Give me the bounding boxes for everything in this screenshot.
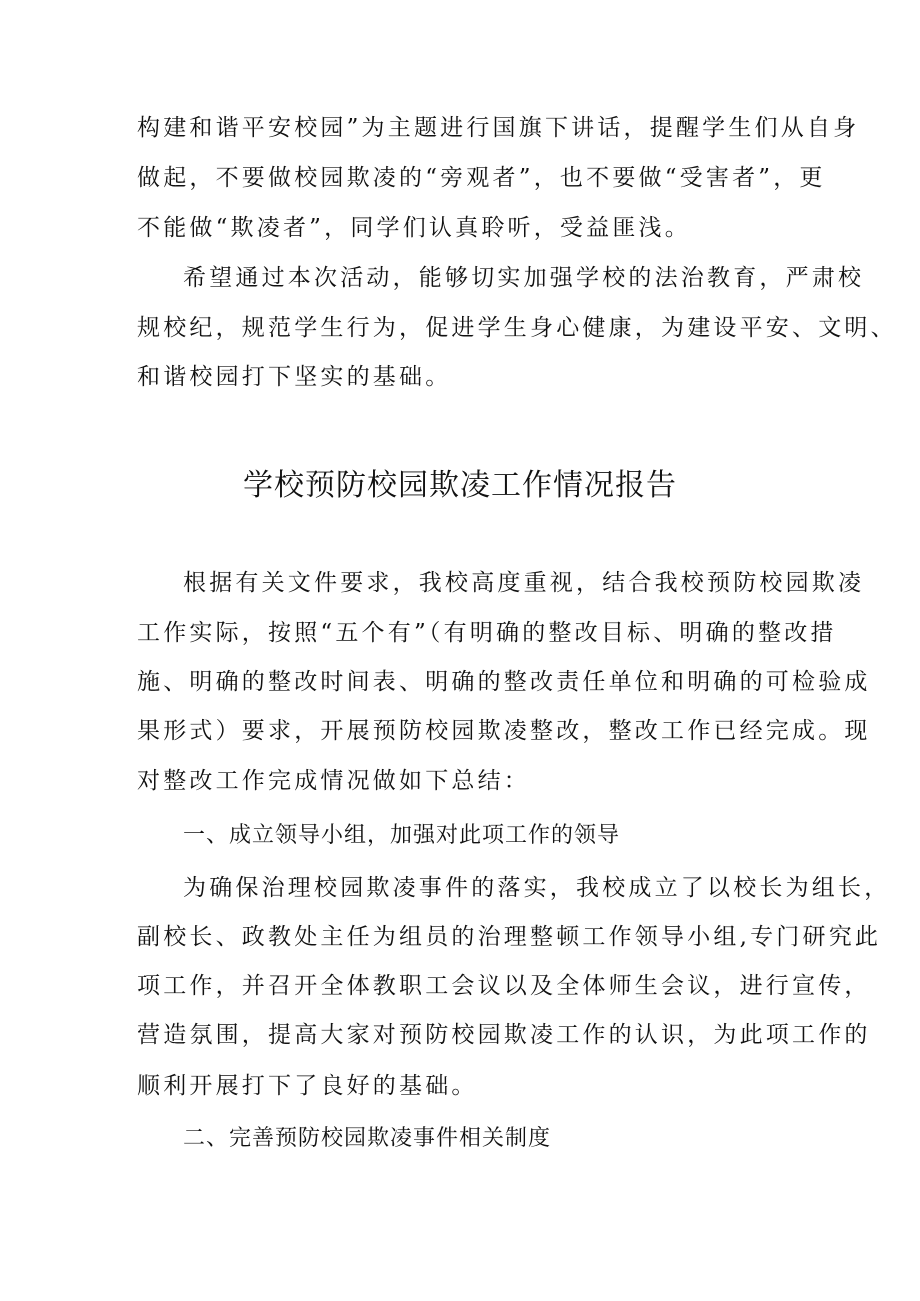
paragraph-line: 规校纪，规范学生行为，促进学生身心健康，为建设平安、文明、 [137, 315, 897, 341]
paragraph-line: 项工作，并召开全体教职工会议以及全体师生会议，进行宣传， [137, 973, 871, 999]
paragraph-line: 施、明确的整改时间表、明确的整改责任单位和明确的可检验成 [137, 669, 871, 695]
paragraph-line: 根据有关文件要求，我校高度重视，结合我校预防校园欺凌 [183, 570, 865, 596]
paragraph-line: 不能做“欺凌者”，同学们认真聆听，受益匪浅。 [137, 215, 691, 241]
document-title: 学校预防校园欺凌工作情况报告 [243, 468, 677, 503]
section-heading-1: 一、成立领导小组，加强对此项工作的领导 [183, 823, 621, 848]
paragraph-line: 和谐校园打下坚实的基础。 [137, 364, 452, 390]
paragraph-line: 对整改工作完成情况做如下总结： [137, 768, 530, 794]
paragraph-line: 果形式）要求，开展预防校园欺凌整改，整改工作已经完成。现 [137, 718, 871, 744]
paragraph-line: 工作实际，按照“五个有”（有明确的整改目标、明确的整改措 [137, 620, 837, 646]
paragraph-line: 希望通过本次活动，能够切实加强学校的法治教育，严肃校 [183, 265, 865, 291]
paragraph-line: 营造氛围，提高大家对预防校园欺凌工作的认识，为此项工作的 [137, 1022, 871, 1048]
paragraph-line: 为确保治理校园欺凌事件的落实，我校成立了以校长为组长， [183, 875, 891, 901]
paragraph-line: 构建和谐平安校园”为主题进行国旗下讲话，提醒学生们从自身 [137, 115, 860, 141]
paragraph-line: 副校长、政教处主任为组员的治理整顿工作领导小组,专门研究此 [137, 924, 882, 950]
paragraph-line: 顺利开展打下了良好的基础。 [137, 1073, 478, 1099]
paragraph-line: 做起，不要做校园欺凌的“旁观者”，也不要做“受害者”，更 [137, 165, 826, 191]
section-heading-2: 二、完善预防校园欺凌事件相关制度 [183, 1126, 552, 1151]
